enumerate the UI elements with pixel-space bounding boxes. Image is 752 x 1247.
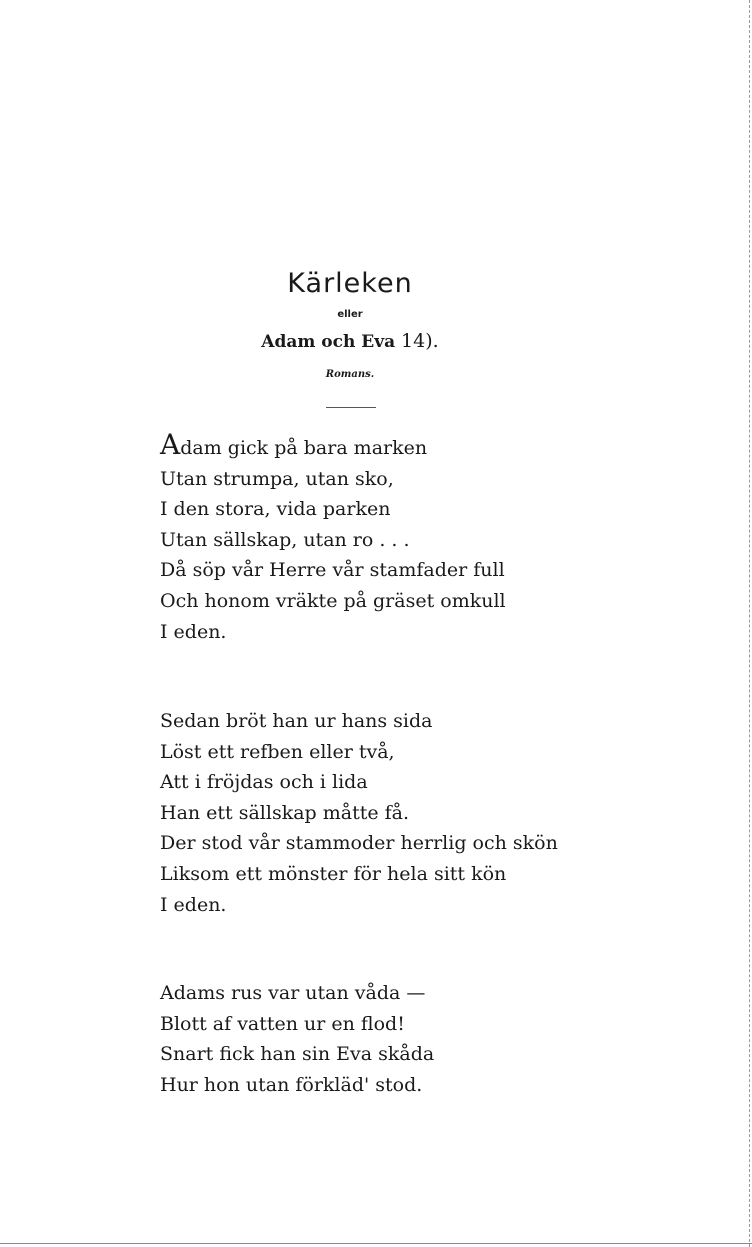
verse-line: Hur hon utan förkläd' stod. (160, 1073, 423, 1096)
verse-line: Då söp vår Herre vår stamfader full (160, 559, 505, 582)
title-divider (326, 407, 376, 408)
page-edge-right (749, 0, 750, 1247)
verse-line: Liksom ett mönster för hela sitt kön (160, 862, 507, 885)
poem-subtitle (0, 330, 700, 352)
poem-title: Kärleken (287, 268, 413, 299)
poem-genre: Romans. (325, 369, 375, 380)
verse-line: I eden. (160, 620, 227, 643)
poem-subtitle-text: Adam och Eva (261, 332, 396, 352)
verse-line: Utan strumpa, utan sko, (160, 467, 394, 490)
verse-line: Sedan bröt han ur hans sida (160, 710, 433, 732)
poem-connector: eller (337, 309, 363, 320)
verse-line: I eden. (160, 893, 227, 916)
verse-line: Löst ett refben eller två, (160, 740, 395, 763)
verse-line: Att i fröjdas och i lida (160, 771, 368, 794)
stanza-2 (160, 706, 558, 920)
verse-line: Adams rus var utan våda — (160, 982, 426, 1004)
verse-line: Och honom vräkte på gräset omkull (160, 589, 506, 612)
verse-line: Utan sällskap, utan ro . . . (160, 528, 410, 551)
verse-line: Han ett sällskap måtte få. (160, 801, 410, 824)
page-edge-bottom (0, 1243, 752, 1244)
footnote-reference: 14). (401, 330, 439, 352)
verse-line: I den stora, vida parken (160, 498, 391, 521)
verse-line: Adam gick på bara marken (160, 428, 428, 461)
verse-line: Snart fick han sin Eva skåda (160, 1043, 435, 1066)
verse-line: Der stod vår stammoder herrlig och skön (160, 832, 558, 855)
verse-line: Blott af vatten ur en flod! (160, 1012, 405, 1035)
stanza-3 (160, 978, 434, 1100)
stanza-1 (160, 430, 506, 647)
